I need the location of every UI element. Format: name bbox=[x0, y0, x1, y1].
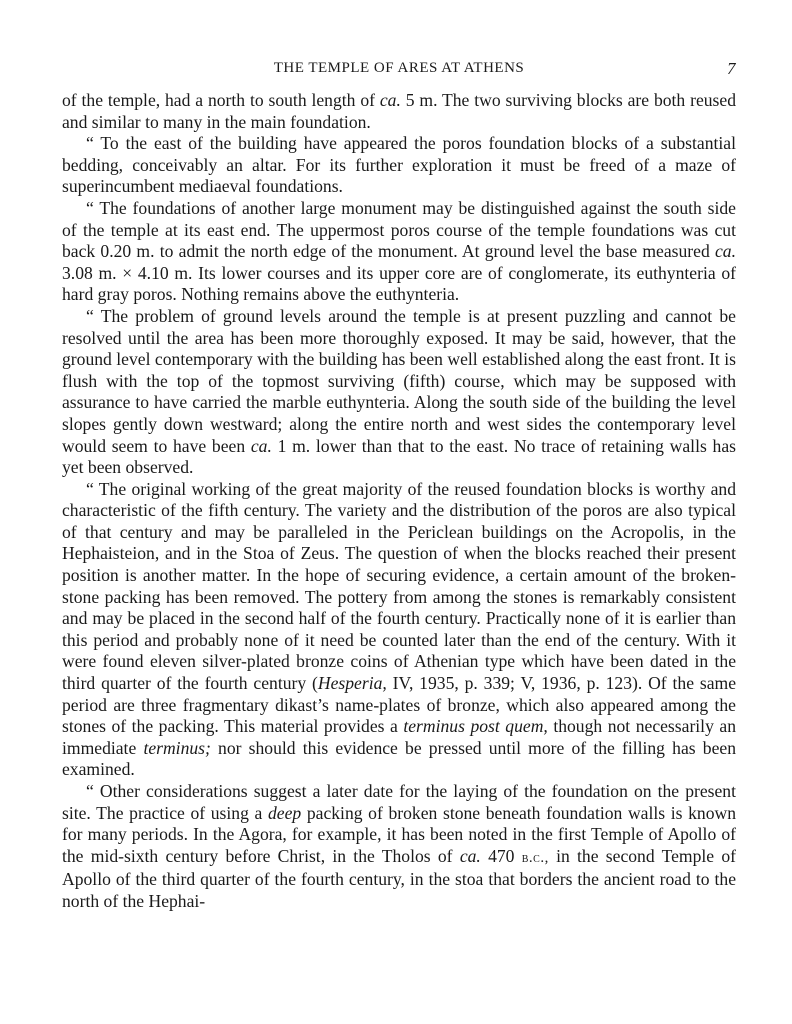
running-title: THE TEMPLE OF ARES AT ATHENS bbox=[273, 60, 525, 76]
paragraph bbox=[62, 781, 736, 913]
text-run: “ The problem of ground levels around the temple is at present puzzling and cannot be resolved until the area has been more thoroughly exposed. It may be said, however, that the ground level contemporary with the building has been well established along the east front. It is flush with the top of the topmost surviving (fifth) course, which may be supposed with assurance to have carried the marble euthynteria. Along the south side of the building the level slopes gently down westward; along the entire north and west sides the contemporary level would seem to have been bbox=[62, 305, 736, 456]
paragraph bbox=[62, 198, 736, 306]
italic-text: ca. bbox=[714, 241, 736, 262]
paragraph bbox=[62, 133, 736, 198]
text-run: nor should this evidence be pressed until more of the filling has been examined. bbox=[62, 737, 736, 780]
text-run: though not necessarily an immediate bbox=[62, 716, 736, 758]
text-run: “ The foundations of another large monument may be distinguished against the south side of the temple at its east end. The uppermost poros course of the temple foundations was cut back 0.20 m. to admit the north edge of the monument. At ground level the base measured bbox=[62, 197, 736, 262]
text-run: “ The original working of the great majority of the reused foundation blocks is worthy and characteristic of the fifth century. The variety and the distribution of the poros are also typical of that century and may be paralleled in the Periclean buildings on the Acropolis, in the Hephaisteion, and in the Stoa of Zeus. The question of when the blocks reached their present position is another matter. In the hope of securing evidence, a certain amount of the broken-stone packing has been removed. The pottery from among the stones is remarkably consistent and may be placed in the second half of the fourth century. Practically none of it is earlier than this period and probably none of it need be counted later than the end of the century. With it were found eleven silver-plated bronze coins of Athenian type which have been dated in the third quarter of the fourth century ( bbox=[62, 478, 736, 694]
italic-text: ca. bbox=[250, 435, 272, 456]
text-run: 470 bbox=[480, 845, 522, 866]
body-text bbox=[62, 90, 736, 913]
italic-text: ca. bbox=[379, 90, 401, 110]
small-caps-text: b.c., bbox=[521, 849, 549, 866]
text-run: packing of broken stone beneath foundation walls is known for many periods. In the Agora, for example, it has been noted in the first Temple of Apollo of the mid-sixth century before Christ, in the Tholos of bbox=[62, 802, 737, 866]
italic-text: terminus; bbox=[143, 737, 211, 758]
text-run: 5 m. The two surviving blocks are both reused and similar to many in the main foundation. bbox=[62, 90, 736, 132]
page bbox=[62, 56, 736, 913]
italic-text: Hesperia, bbox=[317, 673, 387, 694]
text-run: 3.08 m. × 4.10 m. Its lower courses and its upper core are of conglomerate, its euthynteria of hard gray poros. Nothing remains above the euthynteria. bbox=[62, 262, 736, 305]
running-head bbox=[62, 56, 736, 80]
text-run: in the second Temple of Apollo of the third quarter of the fourth century, in the stoa that borders the ancient road to the north of the Hephai- bbox=[62, 845, 737, 911]
text-run: of the temple, had a north to south length of bbox=[62, 90, 380, 110]
text-run: “ Other considerations suggest a later date for the laying of the foundation on the present site. The practice of using a bbox=[62, 781, 736, 823]
italic-text: ca. bbox=[459, 845, 481, 866]
italic-text: terminus post quem, bbox=[403, 716, 548, 737]
paragraph bbox=[62, 306, 736, 479]
text-run: 1 m. lower than that to the east. No trace of retaining walls has yet been observed. bbox=[62, 435, 736, 478]
italic-text: deep bbox=[267, 802, 302, 823]
paragraph bbox=[62, 479, 736, 781]
page-number: 7 bbox=[727, 59, 736, 78]
paragraph bbox=[62, 90, 736, 133]
text-run: “ To the east of the building have appeared the poros foundation blocks of a substantial bedding, conceivably an altar. For its further exploration it must be freed of a maze of superincumbent mediaeval foundations. bbox=[62, 133, 736, 197]
text-run: IV, 1935, p. 339; V, 1936, p. 123). Of the same period are three fragmentary dikast’s name-plates of bronze, which also appeared among the stones of the packing. This material provides a bbox=[62, 673, 737, 737]
